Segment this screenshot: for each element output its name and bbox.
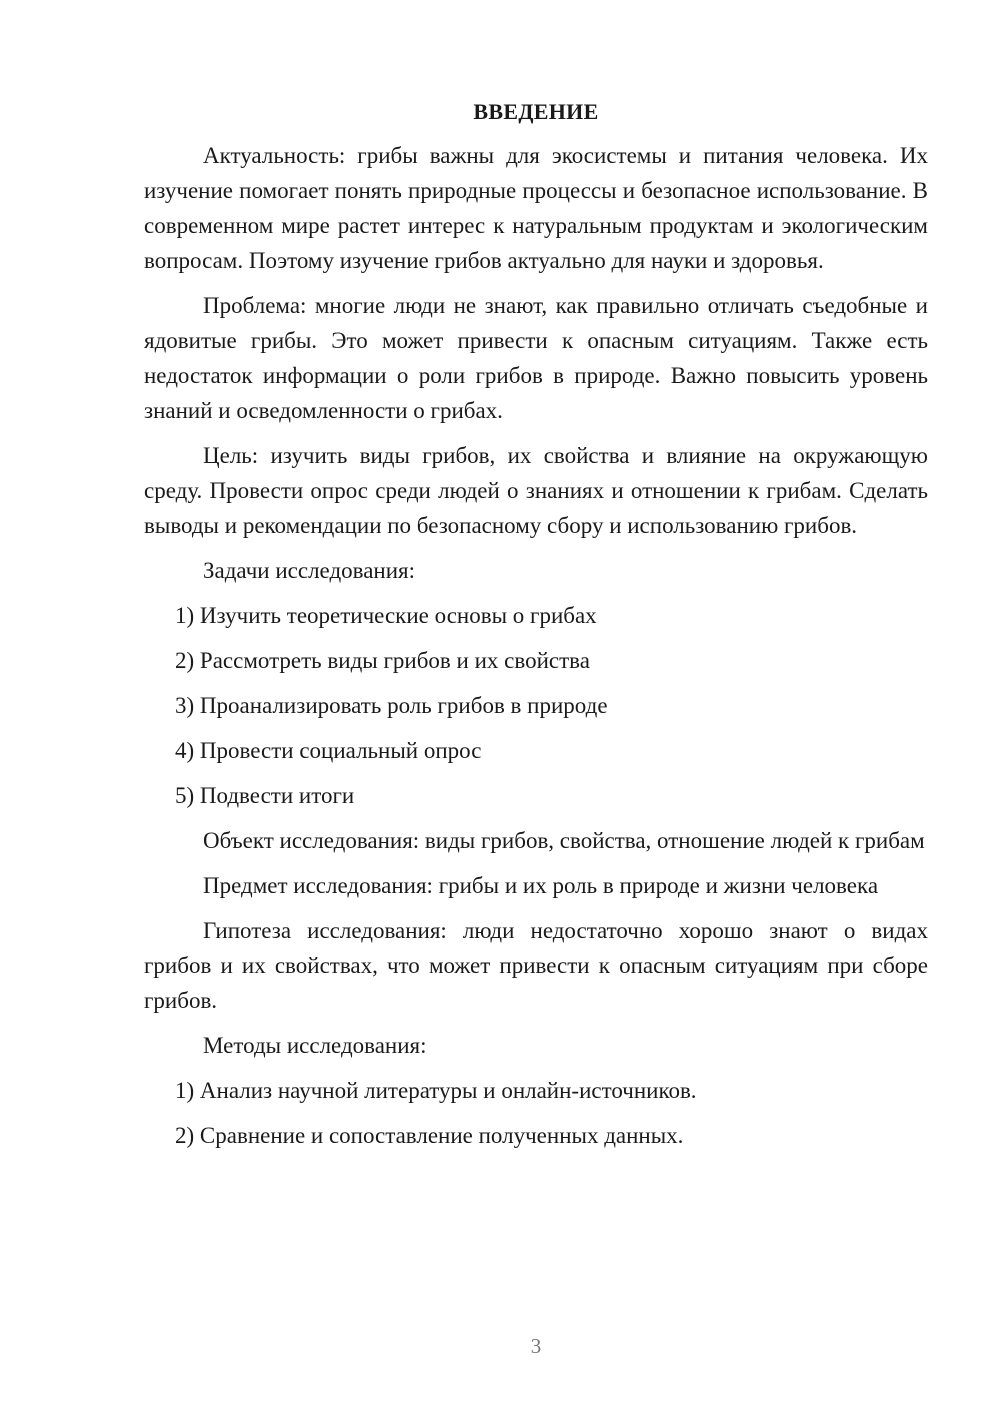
- paragraph-relevance: Актуальность: грибы важны для экосистемы и питания человека. Их изучение помогает понять природные процессы и безопасное использование. В современном мире растет интерес к натуральным продуктам и экологическим вопросам. Поэтому изучение грибов актуально для науки и здоровья.: [144, 143, 928, 273]
- page-number: 3: [530, 1334, 542, 1358]
- page-title: ВВЕДЕНИЕ: [473, 99, 599, 124]
- paragraph-subject: Предмет исследования: грибы и их роль в природе и жизни человека: [203, 873, 879, 898]
- paragraph-object: Объект исследования: виды грибов, свойства, отношение людей к грибам: [203, 828, 925, 853]
- tasks-heading: Задачи исследования:: [203, 558, 416, 583]
- list-item: 3) Проанализировать роль грибов в природе: [175, 693, 608, 718]
- list-item: 2) Рассмотреть виды грибов и их свойства: [175, 648, 590, 673]
- list-item: 4) Провести социальный опрос: [175, 738, 482, 763]
- methods-heading: Методы исследования:: [203, 1033, 427, 1058]
- paragraph-hypothesis: Гипотеза исследования: люди недостаточно хорошо знают о видах грибов и их свойствах, что может привести к опасным ситуациям при сборе грибов.: [144, 918, 928, 1013]
- list-item: 5) Подвести итоги: [175, 783, 355, 808]
- methods-list: [144, 1073, 928, 1153]
- paragraph-goal: Цель: изучить виды грибов, их свойства и влияние на окружающую среду. Провести опрос среди людей о знаниях и отношении к грибам. Сделать выводы и рекомендации по безопасному сбору и использованию грибов.: [144, 443, 928, 538]
- list-item: 1) Изучить теоретические основы о грибах: [175, 603, 597, 628]
- list-item: 1) Анализ научной литературы и онлайн-источников.: [175, 1078, 697, 1103]
- document-body: [144, 96, 928, 1163]
- tasks-list: [144, 598, 928, 813]
- list-item: 2) Сравнение и сопоставление полученных данных.: [175, 1123, 684, 1148]
- paragraph-problem: Проблема: многие люди не знают, как правильно отличать съедобные и ядовитые грибы. Это может привести к опасным ситуациям. Также есть недостаток информации о роли грибов в природе. Важно повысить уровень знаний и осведомленности о грибах.: [144, 293, 928, 423]
